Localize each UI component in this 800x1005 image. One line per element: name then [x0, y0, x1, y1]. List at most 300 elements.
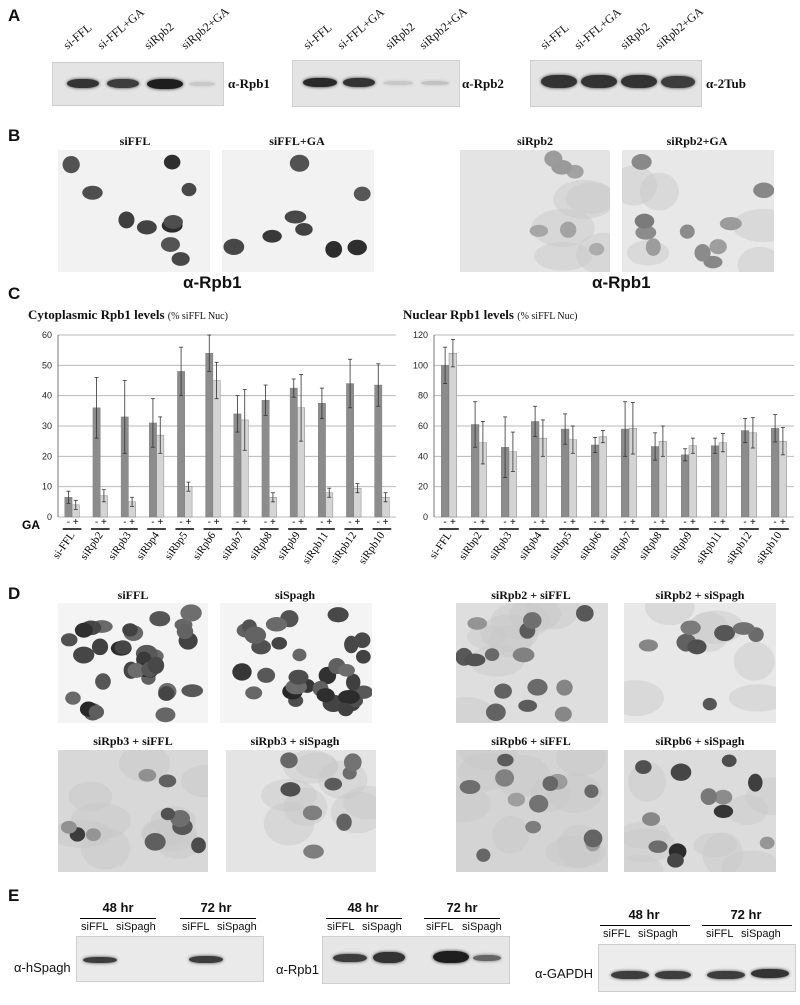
micrograph-sirpb3-sispagh	[226, 750, 376, 872]
bar	[681, 455, 689, 517]
ga-minus-label: -	[623, 517, 627, 528]
nucleus	[354, 632, 370, 648]
ga-minus-label: -	[503, 517, 507, 528]
nucleus	[266, 617, 287, 632]
nucleus	[73, 647, 94, 664]
nucleus	[709, 239, 726, 254]
cytoplasm-blob	[729, 684, 776, 711]
image-title: siRpb3 + siSpagh	[250, 734, 340, 748]
nucleus	[75, 623, 93, 638]
nucleus	[486, 704, 506, 721]
bar	[206, 353, 213, 517]
ga-plus-label: +	[129, 517, 136, 528]
western-blot-image	[76, 936, 264, 982]
lane-label: siSpagh	[462, 921, 502, 933]
nucleus	[589, 243, 604, 256]
nucleus	[328, 607, 349, 622]
nucleus	[161, 808, 175, 820]
lane-group-bar	[600, 925, 690, 926]
micrograph-sirpb2-ga	[622, 150, 774, 272]
image-title: siRpb3 + siFFL	[93, 734, 173, 748]
nucleus	[523, 612, 542, 629]
nucleus	[584, 829, 603, 847]
nucleus	[748, 774, 762, 792]
nucleus	[703, 698, 717, 711]
y-tick-label: 120	[412, 330, 428, 340]
lane-label: siFFL	[603, 928, 631, 940]
nucleus	[115, 640, 132, 654]
bar	[599, 437, 607, 517]
blot-band	[343, 78, 375, 87]
nucleus	[285, 210, 307, 223]
lane-label: si-FFL+GA	[334, 5, 387, 53]
blot-band	[421, 81, 449, 85]
nucleus	[155, 707, 175, 722]
nucleus	[344, 753, 362, 771]
ga-plus-label: +	[354, 517, 361, 528]
y-tick-label: 0	[422, 512, 428, 522]
ga-plus-label: +	[779, 517, 786, 528]
antibody-label: α-2Tub	[706, 76, 747, 91]
lane-label: siFFL	[182, 921, 210, 933]
time-label: 48 hr	[102, 900, 134, 915]
ga-plus-label: +	[298, 517, 305, 528]
ga-plus-label: +	[599, 517, 606, 528]
category-label: siRbp5	[162, 529, 191, 563]
ga-axis-label: GA	[22, 518, 40, 532]
ga-minus-label: -	[207, 517, 211, 528]
nucleus	[61, 821, 77, 834]
category-label: siRpb11	[693, 529, 725, 567]
category-label: siRpb4	[516, 529, 545, 563]
y-tick-label: 20	[41, 451, 52, 462]
nucleus	[118, 211, 134, 228]
y-tick-label: 40	[417, 451, 428, 462]
micrograph-sirpb2-sispagh	[624, 603, 776, 723]
nucleus	[288, 670, 308, 685]
bar	[318, 403, 325, 517]
nucleus	[632, 154, 652, 170]
ga-plus-label: +	[659, 517, 666, 528]
category-label: siRpb10	[356, 529, 388, 567]
nucleus	[495, 769, 514, 786]
bar	[741, 431, 749, 517]
nucleus	[280, 782, 300, 796]
image-title: siRpb2	[516, 134, 554, 148]
blot-band	[83, 957, 117, 963]
nucleus	[338, 703, 353, 716]
ga-plus-label: +	[185, 517, 192, 528]
category-label: si-FFL	[427, 529, 455, 562]
ga-plus-label: +	[719, 517, 726, 528]
ga-minus-label: -	[235, 517, 240, 528]
nucleus	[555, 707, 572, 722]
nucleus	[635, 760, 651, 774]
ga-plus-label: +	[157, 517, 164, 528]
blot-band	[67, 79, 99, 88]
time-label: 48 hr	[628, 907, 660, 922]
nucleus	[497, 754, 513, 767]
ga-plus-label: +	[326, 517, 333, 528]
lane-group-bar	[424, 918, 500, 919]
category-label: siRpb10	[753, 529, 785, 567]
nucleus	[262, 230, 281, 243]
ga-minus-label: -	[263, 517, 268, 528]
nucleus	[513, 648, 535, 663]
nucleus	[464, 654, 485, 667]
y-tick-label: 80	[417, 390, 428, 401]
nucleus	[542, 776, 558, 791]
nucleus	[149, 611, 170, 626]
bar	[719, 443, 727, 517]
blot-band	[189, 956, 223, 963]
nucleus	[642, 812, 660, 826]
image-title: siFFL+GA	[269, 134, 325, 148]
lane-group-bar	[80, 918, 156, 919]
nucleus	[295, 223, 313, 236]
ga-minus-label: -	[713, 517, 717, 528]
ga-plus-label: +	[749, 517, 756, 528]
ga-minus-label: -	[473, 517, 477, 528]
nucleus	[733, 622, 755, 635]
nucleus	[680, 620, 700, 634]
blot-band	[621, 75, 657, 88]
nucleus	[303, 805, 322, 820]
nucleus	[89, 705, 104, 719]
y-tick-label: 10	[41, 481, 52, 492]
panel-label-a: A	[8, 6, 21, 25]
micrograph-sirpb6-siffl	[456, 750, 608, 872]
nucleus	[223, 239, 244, 255]
category-label: siRpb11	[300, 529, 332, 567]
category-label: siRpb8	[636, 529, 665, 563]
nucleus	[325, 241, 342, 258]
nucleus	[518, 700, 537, 712]
blot-band	[107, 79, 139, 88]
blot-band	[333, 954, 367, 962]
category-label: siRpb9	[275, 529, 303, 563]
cytoplasm-blob	[556, 750, 606, 776]
time-label: 72 hr	[200, 900, 232, 915]
nucleus	[476, 848, 490, 861]
lane-label: si-FFL	[300, 20, 335, 53]
category-label: siRpb2	[77, 529, 106, 563]
ga-minus-label: -	[94, 517, 99, 528]
y-tick-label: 20	[417, 481, 428, 492]
image-title: siSpagh	[274, 588, 316, 602]
lane-label: si-FFL	[537, 20, 572, 53]
ga-minus-label: -	[179, 517, 183, 528]
nucleus	[303, 844, 324, 858]
nucleus	[338, 690, 360, 704]
micrograph-svg	[220, 603, 372, 723]
ga-minus-label: -	[653, 517, 657, 528]
blot-band	[751, 969, 789, 978]
stain-label: α-Rpb1	[183, 273, 242, 292]
bar	[290, 388, 297, 517]
lane-label: siSpagh	[638, 928, 678, 940]
bar	[689, 446, 697, 517]
bar	[262, 400, 269, 517]
blot-band	[655, 971, 691, 979]
y-tick-label: 0	[46, 512, 52, 522]
nucleus	[714, 625, 735, 641]
nucleus	[671, 764, 692, 781]
ga-plus-label: +	[509, 517, 516, 528]
nucleus	[244, 626, 266, 643]
ga-plus-label: +	[539, 517, 546, 528]
micrograph-svg	[456, 750, 608, 872]
ga-minus-label: -	[292, 517, 296, 528]
lane-label: siRpb2+GA	[178, 4, 232, 53]
nucleus	[63, 156, 80, 173]
lane-label: siRpb2	[141, 19, 177, 53]
y-tick-label: 50	[41, 360, 52, 371]
nucleus	[639, 639, 658, 651]
nucleus	[177, 624, 194, 639]
panel-label-e: E	[8, 886, 20, 905]
nucleus	[164, 155, 181, 170]
nucleus	[182, 183, 197, 196]
lane-label: si-FFL	[60, 20, 95, 53]
cytoplasm-blob	[624, 680, 664, 716]
ga-minus-label: -	[683, 517, 687, 528]
nucleus	[317, 688, 335, 702]
nucleus	[648, 840, 667, 853]
bar	[591, 445, 599, 517]
ga-minus-label: -	[593, 517, 597, 528]
nucleus	[584, 785, 598, 798]
cytoplasm-blob	[492, 816, 529, 854]
y-tick-label: 30	[41, 421, 52, 431]
nucleus	[257, 668, 275, 683]
ga-plus-label: +	[479, 517, 486, 528]
category-label: siRbp4	[134, 529, 163, 563]
antibody-label: α-Rpb1	[276, 962, 319, 977]
lane-group-bar	[702, 925, 792, 926]
ga-minus-label: -	[320, 517, 324, 528]
lane-label: si-FFL+GA	[571, 5, 624, 53]
category-label: siRpb3	[486, 529, 515, 563]
lane-group-bar	[326, 918, 402, 919]
ga-minus-label: -	[151, 517, 155, 528]
nucleus	[65, 692, 81, 705]
nucleus	[181, 684, 203, 697]
lane-label: siRpb2+GA	[652, 4, 706, 53]
micrograph-sirpb2-siffl	[456, 603, 608, 723]
ga-plus-label: +	[382, 517, 389, 528]
nucleus	[148, 657, 164, 674]
nucleus	[82, 186, 102, 200]
lane-group-bar	[180, 918, 256, 919]
blot-band	[707, 971, 745, 979]
nucleus	[556, 680, 572, 696]
nucleus	[687, 639, 706, 654]
ga-minus-label: -	[123, 517, 127, 528]
nucleus	[86, 828, 101, 841]
chart-title-nuclear: Nuclear Rpb1 levels (% siFFL Nuc)	[403, 307, 578, 322]
nucleus	[753, 183, 774, 198]
blot-band	[303, 78, 337, 87]
nucleus	[271, 637, 287, 650]
stain-label: α-Rpb1	[592, 273, 651, 292]
nucleus	[760, 837, 775, 850]
nucleus	[172, 252, 190, 266]
western-blot-image	[598, 944, 796, 992]
nucleus	[95, 673, 111, 689]
ga-minus-label: -	[66, 517, 71, 528]
lane-label: siRpb2+GA	[416, 4, 470, 53]
lane-label: siSpagh	[741, 928, 781, 940]
category-label: siRpb7	[606, 529, 635, 563]
panel-label-b: B	[8, 126, 21, 145]
nucleus	[576, 605, 594, 622]
lane-label: siFFL	[426, 921, 454, 933]
image-title: siRpb6 + siFFL	[491, 734, 571, 748]
western-blot-image	[52, 62, 224, 106]
nucleus	[292, 649, 306, 662]
time-label: 72 hr	[730, 907, 762, 922]
y-tick-label: 60	[417, 421, 428, 431]
cytoplasm-blob	[296, 753, 338, 779]
micrograph-svg	[222, 150, 374, 272]
ga-minus-label: -	[743, 517, 747, 528]
nucleus	[722, 755, 737, 767]
image-title: siRpb2 + siSpagh	[655, 588, 745, 602]
nucleus	[485, 648, 499, 661]
nucleus	[180, 604, 201, 621]
panel-label-c: C	[8, 284, 21, 303]
ga-minus-label: -	[563, 517, 567, 528]
lane-label: siSpagh	[362, 921, 402, 933]
nucleus	[280, 752, 298, 768]
bar	[449, 353, 457, 517]
nucleus	[158, 686, 174, 701]
category-label: siRpb7	[218, 529, 247, 563]
ga-plus-label: +	[100, 517, 107, 528]
micrograph-svg	[624, 750, 776, 872]
antibody-label: α-Rpb1	[228, 76, 270, 91]
bar	[213, 381, 220, 518]
lane-label: siFFL	[706, 928, 734, 940]
nucleus	[138, 769, 156, 782]
ga-minus-label: -	[533, 517, 537, 528]
nucleus	[61, 633, 78, 646]
antibody-label: α-hSpagh	[14, 960, 71, 975]
micrograph-sirpb3-siffl	[58, 750, 208, 872]
blot-band	[383, 81, 413, 85]
lane-label: siRpb2	[382, 19, 418, 53]
chart-title-cytoplasmic: Cytoplasmic Rpb1 levels (% siFFL Nuc)	[28, 307, 228, 322]
nucleus	[145, 833, 166, 851]
nucleus	[191, 837, 206, 853]
micrograph-svg	[622, 150, 774, 272]
blot-band	[611, 971, 649, 979]
lane-label: siSpagh	[217, 921, 257, 933]
nucleus	[290, 155, 309, 172]
ga-plus-label: +	[213, 517, 220, 528]
blot-band	[473, 955, 501, 961]
ga-plus-label: +	[689, 517, 696, 528]
cytoplasm-blob	[738, 247, 774, 272]
category-label: si-FFL	[50, 529, 78, 562]
nucleus	[530, 225, 549, 237]
blot-band	[661, 76, 695, 88]
blot-band	[147, 79, 183, 89]
panel-label-d: D	[8, 584, 21, 603]
lane-label: siRpb2	[617, 19, 653, 53]
blot-band	[581, 75, 617, 88]
y-tick-label: 100	[412, 360, 428, 371]
time-label: 48 hr	[347, 900, 379, 915]
chart-cytoplasmic-rpb1	[0, 322, 400, 584]
category-label: siRbp2	[456, 529, 485, 563]
nucleus	[161, 237, 180, 252]
cytoplasm-blob	[734, 642, 775, 681]
ga-plus-label: +	[241, 517, 248, 528]
blot-band	[541, 75, 577, 88]
ga-plus-label: +	[269, 517, 276, 528]
micrograph-svg	[58, 603, 208, 723]
image-title: siRpb6 + siSpagh	[655, 734, 745, 748]
micrograph-siffl-ga	[222, 150, 374, 272]
micrograph-siffl	[58, 150, 210, 272]
lane-label: siSpagh	[116, 921, 156, 933]
lane-label: si-FFL+GA	[94, 5, 147, 53]
micrograph-siffl	[58, 603, 208, 723]
y-tick-label: 40	[41, 390, 52, 401]
antibody-label: α-Rpb2	[462, 76, 504, 91]
image-title: siRpb2+GA	[666, 134, 728, 148]
micrograph-svg	[456, 603, 608, 723]
nucleus	[137, 220, 157, 234]
time-label: 72 hr	[446, 900, 478, 915]
nucleus	[680, 225, 695, 239]
ga-plus-label: +	[629, 517, 636, 528]
nucleus	[529, 795, 548, 813]
category-label: siRpb3	[106, 529, 134, 563]
western-blot-image	[322, 936, 510, 984]
nucleus	[347, 240, 366, 255]
ga-minus-label: -	[443, 517, 447, 528]
nucleus	[714, 805, 733, 818]
ga-plus-label: +	[569, 517, 576, 528]
nucleus	[720, 217, 742, 230]
category-label: siRpb6	[190, 529, 219, 563]
y-tick-label: 60	[41, 330, 52, 340]
ga-minus-label: -	[376, 517, 380, 528]
nucleus	[667, 853, 684, 867]
nucleus	[324, 778, 342, 791]
nucleus	[701, 788, 717, 805]
nucleus	[92, 639, 108, 656]
micrograph-svg	[58, 150, 210, 272]
nucleus	[245, 686, 262, 699]
micrograph-sispagh	[220, 603, 372, 723]
chart-nuclear-rpb1	[396, 322, 800, 584]
category-label: siRpb12	[723, 529, 755, 567]
blot-band	[373, 952, 405, 963]
image-title: siFFL	[119, 134, 151, 148]
western-blot-image	[292, 60, 460, 107]
micrograph-svg	[460, 150, 610, 272]
nucleus	[694, 244, 710, 262]
cytoplasm-blob	[181, 764, 208, 797]
nucleus	[560, 222, 576, 238]
micrograph-svg	[624, 603, 776, 723]
micrograph-sirpb6-sispagh	[624, 750, 776, 872]
blot-band	[433, 951, 469, 963]
